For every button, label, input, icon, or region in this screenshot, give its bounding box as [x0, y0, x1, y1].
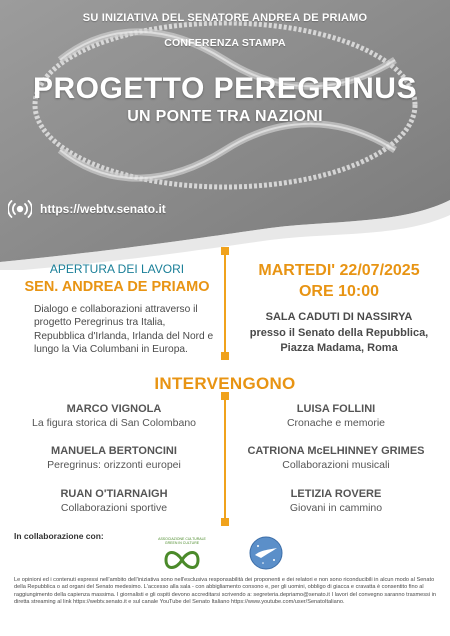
timeline-marker	[221, 352, 229, 360]
speaker-topic: Cronache e memorie	[286, 417, 386, 429]
timeline-divider-top	[224, 248, 226, 358]
opening-description: Dialogo e collaborazioni attraverso il progetto Peregrinus tra Italia, Repubblica d'Irlanda, Irlanda del Nord e lungo la Via Columbani in Europa.	[34, 304, 214, 356]
page-subtitle: UN PONTE TRA NAZIONI	[127, 108, 323, 125]
event-date: MARTEDI' 22/07/2025	[258, 262, 420, 279]
speaker-item	[14, 445, 214, 471]
venue-building: presso il Senato della Repubblica,	[249, 326, 429, 339]
speaker-name: MANUELA BERTONCINI	[51, 445, 177, 457]
speaker-item	[236, 403, 436, 429]
event-venue	[234, 310, 444, 357]
stream-link[interactable]	[8, 199, 166, 219]
venue-hall: SALA CADUTI DI NASSIRYA	[265, 311, 413, 323]
globe-bird-logo-icon	[249, 536, 283, 570]
disclaimer-text: Le opinioni ed i contenuti espressi nell'ambito dell'iniziativa sono nell'esclusiva responsabilità dei proponenti e dei relatori e non sono riconducibili in alcun modo al Senato della Repubblica o ad organi del Senato medesimo. L'accesso alla sala - con abbigliamento consono e, per gli uomini, obbligo di giacca e cravatta è consentito fino al raggiungimento della capienza massima. I giornalisti e gli ospiti devono accreditarsi scrivendo a: segreteria.depriamo@senato.it I lavori del convegno saranno trasmessi in diretta streaming al link https://webtv.senato.it e sul canale YouTube del Senato Italiano https://www.youtube.com/user/SenatoItaliano.	[14, 577, 437, 606]
kicker-press-conference: CONFERENZA STAMPA	[164, 37, 286, 49]
speaker-name: LETIZIA ROVERE	[290, 488, 382, 500]
venue-address: Piazza Madama, Roma	[280, 342, 398, 355]
event-details	[234, 262, 444, 357]
speaker-name: CATRIONA McELHINNEY GRIMES	[247, 445, 425, 457]
speaker-item	[14, 403, 214, 429]
speaker-name: LUISA FOLLINI	[296, 403, 376, 415]
opening-speaker: SEN. ANDREA DE PRIAMO	[24, 279, 210, 295]
partner-logo-text: ASSOCIAZIONE CULTURALE GREEN IN CULTURE	[158, 537, 206, 546]
speaker-topic: Giovani in cammino	[289, 502, 383, 514]
speakers-heading: INTERVENGONO	[154, 374, 296, 393]
kicker-initiative: SU INIZIATIVA DEL SENATORE ANDREA DE PRIAMO	[82, 12, 368, 24]
timeline-marker	[221, 518, 229, 526]
timeline-divider-bottom	[224, 392, 226, 522]
collaboration-label: In collaborazione con:	[14, 531, 104, 541]
speaker-item	[14, 488, 214, 514]
opening-label: APERTURA DEI LAVORI	[49, 262, 185, 276]
stream-url[interactable]: https://webtv.senato.it	[40, 202, 166, 216]
speaker-topic: Collaborazioni sportive	[60, 502, 168, 514]
timeline-marker	[221, 247, 229, 255]
speaker-topic: La figura storica di San Colombano	[31, 417, 196, 429]
speaker-item	[236, 445, 436, 471]
speaker-name: RUAN O'TIARNAIGH	[60, 488, 168, 500]
infinity-logo-icon	[157, 536, 207, 576]
speaker-name: MARCO VIGNOLA	[66, 403, 162, 415]
event-time: ORE 10:00	[298, 283, 380, 300]
speaker-item	[236, 488, 436, 514]
opening-section	[20, 262, 214, 357]
speaker-topic: Collaborazioni musicali	[282, 459, 390, 471]
page-title: PROGETTO PEREGRINUS	[32, 72, 417, 105]
broadcast-icon	[8, 199, 32, 219]
speaker-topic: Peregrinus: orizzonti europei	[47, 459, 181, 471]
